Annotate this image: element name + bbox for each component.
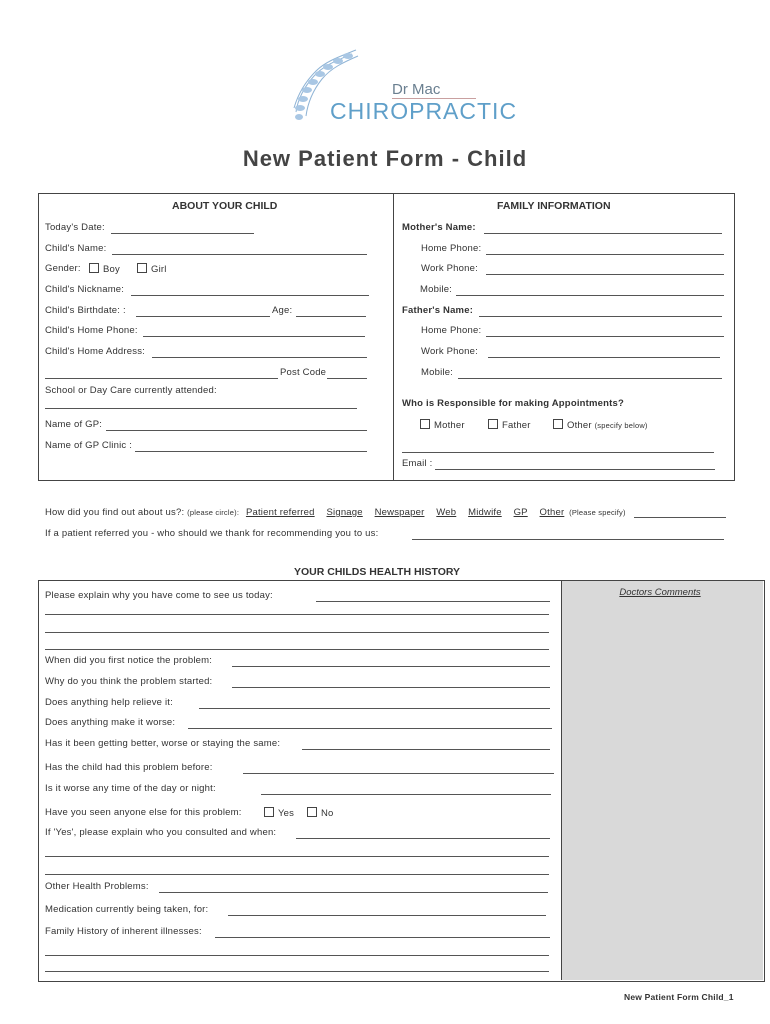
gp-name-label: Name of GP: <box>45 419 103 430</box>
referral-field[interactable] <box>412 539 724 540</box>
responsible-father-option[interactable] <box>488 419 531 431</box>
seen-no-checkbox[interactable] <box>307 807 317 817</box>
better-worse-field[interactable] <box>302 749 550 750</box>
better-worse-label: Has it been getting better, worse or staying the same: <box>45 738 281 749</box>
father-option-label: Father <box>502 420 531 431</box>
gp-clinic-label: Name of GP Clinic : <box>45 440 133 451</box>
if-yes-label: If 'Yes', please explain who you consulted and when: <box>45 827 277 838</box>
mother-home-phone-field[interactable] <box>486 254 724 255</box>
mother-work-phone-label: Work Phone: <box>421 263 478 274</box>
medication-field[interactable] <box>228 915 546 916</box>
patient-info-divider <box>393 194 394 480</box>
other-problems-label: Other Health Problems: <box>45 881 149 892</box>
other-option-label: Other <box>567 420 592 431</box>
find-out-row <box>45 507 626 518</box>
mother-work-phone-field[interactable] <box>486 274 724 275</box>
seen-no-option[interactable] <box>307 807 334 819</box>
find-option-midwife[interactable]: Midwife <box>468 507 502 518</box>
email-field[interactable] <box>435 469 715 470</box>
nickname-field[interactable] <box>131 295 369 296</box>
logo-text-drmac: Dr Mac <box>392 81 441 98</box>
seen-yes-checkbox[interactable] <box>264 807 274 817</box>
why-started-label: Why do you think the problem started: <box>45 676 213 687</box>
find-out-circle-note: (please circle): <box>187 508 240 517</box>
make-worse-field[interactable] <box>188 728 552 729</box>
boy-label: Boy <box>103 264 120 275</box>
father-home-phone-field[interactable] <box>486 336 724 337</box>
home-address-label: Child's Home Address: <box>45 346 145 357</box>
mother-mobile-field[interactable] <box>456 295 724 296</box>
family-history-label: Family History of inherent illnesses: <box>45 926 202 937</box>
home-phone-label: Child's Home Phone: <box>45 325 138 336</box>
responsible-other-option[interactable] <box>553 419 648 431</box>
if-yes-field-2[interactable] <box>45 856 549 857</box>
responsible-other-field[interactable] <box>402 452 714 453</box>
mother-checkbox[interactable] <box>420 419 430 429</box>
father-work-phone-field[interactable] <box>488 357 720 358</box>
patient-info-box <box>38 193 735 481</box>
other-checkbox[interactable] <box>553 419 563 429</box>
todays-date-field[interactable] <box>111 233 254 234</box>
mothers-name-label: Mother's Name: <box>402 222 476 233</box>
logo-text-chiropractic: CHIROPRACTIC <box>330 98 518 124</box>
family-history-field-3[interactable] <box>45 971 549 972</box>
family-heading: FAMILY INFORMATION <box>497 200 611 212</box>
post-code-field[interactable] <box>327 378 367 379</box>
school-label: School or Day Care currently attended: <box>45 385 217 396</box>
family-history-field-2[interactable] <box>45 955 549 956</box>
girl-checkbox[interactable] <box>137 263 147 273</box>
if-yes-field-1[interactable] <box>296 838 550 839</box>
explain-field-2[interactable] <box>45 614 549 615</box>
other-problems-field[interactable] <box>159 892 548 893</box>
school-field[interactable] <box>45 408 357 409</box>
doctors-comments-label: Doctors Comments <box>619 587 701 598</box>
time-of-day-label: Is it worse any time of the day or night: <box>45 783 216 794</box>
home-phone-field[interactable] <box>143 336 365 337</box>
first-notice-field[interactable] <box>232 666 550 667</box>
father-home-phone-label: Home Phone: <box>421 325 482 336</box>
find-option-gp[interactable]: GP <box>513 507 528 518</box>
fathers-name-field[interactable] <box>479 316 722 317</box>
about-heading: ABOUT YOUR CHILD <box>172 200 278 212</box>
gender-boy-option[interactable] <box>89 263 120 275</box>
medication-label: Medication currently being taken, for: <box>45 904 209 915</box>
boy-checkbox[interactable] <box>89 263 99 273</box>
age-label: Age: <box>272 305 293 316</box>
explain-label: Please explain why you have come to see us today: <box>45 590 273 601</box>
fathers-name-label: Father's Name: <box>402 305 474 316</box>
find-option-newspaper[interactable]: Newspaper <box>374 507 425 518</box>
explain-field-1[interactable] <box>316 601 550 602</box>
childs-name-label: Child's Name: <box>45 243 107 254</box>
find-specify-note: (Please specify) <box>569 508 626 517</box>
seen-yes-option[interactable] <box>264 807 294 819</box>
birthdate-label: Child's Birthdate: : <box>45 305 126 316</box>
email-label: Email : <box>402 458 433 469</box>
other-option-note: (specify below) <box>594 421 648 430</box>
nickname-label: Child's Nickname: <box>45 284 125 295</box>
father-mobile-label: Mobile: <box>421 367 454 378</box>
girl-label: Girl <box>151 264 167 275</box>
seen-yes-label: Yes <box>278 808 295 819</box>
footer-label: New Patient Form Child_1 <box>624 992 734 1002</box>
find-option-web[interactable]: Web <box>436 507 457 518</box>
gender-girl-option[interactable] <box>137 263 167 275</box>
referral-label: If a patient referred you - who should we thank for recommending you to us: <box>45 528 379 539</box>
health-heading: YOUR CHILDS HEALTH HISTORY <box>294 566 461 578</box>
childs-name-field[interactable] <box>112 254 367 255</box>
responsible-label: Who is Responsible for making Appointments? <box>402 398 625 409</box>
seen-no-label: No <box>321 808 334 819</box>
explain-field-3[interactable] <box>45 632 549 633</box>
gp-name-field[interactable] <box>106 430 367 431</box>
family-history-field-1[interactable] <box>215 937 550 938</box>
find-option-signage[interactable]: Signage <box>326 507 363 518</box>
address-line-2[interactable] <box>45 378 278 379</box>
doctors-comments-panel <box>561 581 763 980</box>
find-option-other[interactable]: Other <box>539 507 565 518</box>
why-started-field[interactable] <box>232 687 550 688</box>
page-title: New Patient Form - Child <box>242 146 528 171</box>
make-worse-label: Does anything make it worse: <box>45 717 176 728</box>
mother-option-label: Mother <box>434 420 465 431</box>
father-mobile-field[interactable] <box>458 378 722 379</box>
age-field[interactable] <box>296 316 366 317</box>
post-code-label: Post Code <box>280 367 327 378</box>
gp-clinic-field[interactable] <box>135 451 367 452</box>
father-work-phone-label: Work Phone: <box>421 346 478 357</box>
help-relieve-label: Does anything help relieve it: <box>45 697 173 708</box>
find-specify-field[interactable] <box>634 517 726 518</box>
explain-field-4[interactable] <box>45 649 549 650</box>
find-out-question: How did you find out about us?: <box>45 507 185 518</box>
find-option-patient-referred[interactable]: Patient referred <box>245 507 315 518</box>
birthdate-field[interactable] <box>136 316 270 317</box>
mothers-name-field[interactable] <box>484 233 722 234</box>
if-yes-field-3[interactable] <box>45 874 549 875</box>
home-address-field[interactable] <box>152 357 367 358</box>
had-before-field[interactable] <box>243 773 554 774</box>
help-relieve-field[interactable] <box>199 708 550 709</box>
mother-home-phone-label: Home Phone: <box>421 243 482 254</box>
first-notice-label: When did you first notice the problem: <box>45 655 213 666</box>
seen-anyone-label: Have you seen anyone else for this problem: <box>45 807 242 818</box>
had-before-label: Has the child had this problem before: <box>45 762 213 773</box>
time-of-day-field[interactable] <box>261 794 551 795</box>
father-checkbox[interactable] <box>488 419 498 429</box>
responsible-mother-option[interactable] <box>420 419 465 431</box>
mother-mobile-label: Mobile: <box>420 284 453 295</box>
todays-date-label: Today's Date: <box>45 222 105 233</box>
gender-label: Gender: <box>45 263 81 274</box>
